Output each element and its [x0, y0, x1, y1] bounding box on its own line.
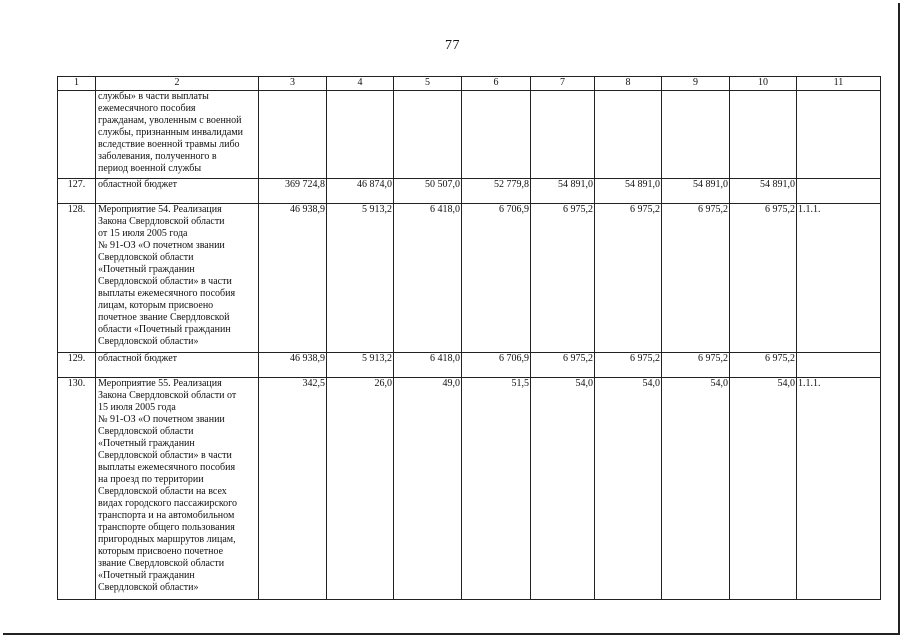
- table-row: [58, 204, 881, 353]
- reference-cell: [797, 179, 881, 204]
- header-cell: 6: [462, 77, 531, 91]
- budget-table: [57, 76, 881, 600]
- value-cell: 5 913,2: [327, 353, 394, 378]
- row-number: 127.: [58, 179, 96, 204]
- header-cell: 3: [259, 77, 327, 91]
- row-description: службы» в части выплаты ежемесячного пособия гражданам, уволенным с военной службы, признанным инвалидами вследствие военной травмы либо заболевания, полученного в период военной службы: [96, 91, 259, 179]
- value-cell: [327, 91, 394, 179]
- value-cell: 6 975,2: [662, 204, 730, 353]
- reference-cell: [797, 91, 881, 179]
- value-cell: 52 779,8: [462, 179, 531, 204]
- value-cell: 6 975,2: [595, 204, 662, 353]
- row-number: [58, 91, 96, 179]
- header-cell: 1: [58, 77, 96, 91]
- reference-cell: 1.1.1.: [797, 204, 881, 353]
- value-cell: [462, 91, 531, 179]
- value-cell: 342,5: [259, 378, 327, 600]
- header-cell: 4: [327, 77, 394, 91]
- value-cell: 46 874,0: [327, 179, 394, 204]
- value-cell: 6 975,2: [531, 204, 595, 353]
- value-cell: 46 938,9: [259, 353, 327, 378]
- value-cell: [531, 91, 595, 179]
- value-cell: 54,0: [662, 378, 730, 600]
- value-cell: 54 891,0: [662, 179, 730, 204]
- header-cell: 5: [394, 77, 462, 91]
- value-cell: 54,0: [531, 378, 595, 600]
- page-number: 77: [445, 38, 460, 53]
- header-cell: 9: [662, 77, 730, 91]
- table-row: [58, 179, 881, 204]
- reference-cell: [797, 353, 881, 378]
- value-cell: 6 975,2: [730, 204, 797, 353]
- row-description: Мероприятие 54. Реализация Закона Свердловской области от 15 июля 2005 года № 91-ОЗ «О почетном звании Свердловской области «Почетный гражданин Свердловской области» в части выплаты ежемесячного пособия лицам, которым присвоено почетное звание Свердловской области «Почетный гражданин Свердловской области»: [96, 204, 259, 353]
- value-cell: 50 507,0: [394, 179, 462, 204]
- row-number: 129.: [58, 353, 96, 378]
- value-cell: 46 938,9: [259, 204, 327, 353]
- value-cell: 26,0: [327, 378, 394, 600]
- value-cell: 6 706,9: [462, 353, 531, 378]
- value-cell: 54 891,0: [595, 179, 662, 204]
- value-cell: 54 891,0: [730, 179, 797, 204]
- value-cell: [259, 91, 327, 179]
- row-description: областной бюджет: [96, 179, 259, 204]
- value-cell: [394, 91, 462, 179]
- value-cell: [662, 91, 730, 179]
- header-cell: 11: [797, 77, 881, 91]
- reference-cell: 1.1.1.: [797, 378, 881, 600]
- header-cell: 8: [595, 77, 662, 91]
- value-cell: 6 418,0: [394, 353, 462, 378]
- value-cell: 6 975,2: [531, 353, 595, 378]
- value-cell: 6 706,9: [462, 204, 531, 353]
- table-row: [58, 378, 881, 600]
- header-cell: 2: [96, 77, 259, 91]
- row-number: 128.: [58, 204, 96, 353]
- value-cell: 54,0: [730, 378, 797, 600]
- value-cell: 6 418,0: [394, 204, 462, 353]
- row-number: 130.: [58, 378, 96, 600]
- value-cell: 6 975,2: [730, 353, 797, 378]
- value-cell: 49,0: [394, 378, 462, 600]
- value-cell: 51,5: [462, 378, 531, 600]
- row-description: областной бюджет: [96, 353, 259, 378]
- row-description: Мероприятие 55. Реализация Закона Свердловской области от 15 июля 2005 года № 91-ОЗ «О почетном звании Свердловской области «Почетный гражданин Свердловской области» в части выплаты ежемесячного пособия на проезд по территории Свердловской области на всех видах городского пассажирского транспорта и на автомобильном транспорте общего пользования пригородных маршрутов лицам, которым присвоено почетное звание Свердловской области «Почетный гражданин Свердловской области»: [96, 378, 259, 600]
- value-cell: 54 891,0: [531, 179, 595, 204]
- header-cell: 10: [730, 77, 797, 91]
- value-cell: [595, 91, 662, 179]
- value-cell: 54,0: [595, 378, 662, 600]
- value-cell: 369 724,8: [259, 179, 327, 204]
- header-row: [58, 77, 881, 91]
- value-cell: 5 913,2: [327, 204, 394, 353]
- value-cell: [730, 91, 797, 179]
- table-row: [58, 353, 881, 378]
- value-cell: 6 975,2: [595, 353, 662, 378]
- value-cell: 6 975,2: [662, 353, 730, 378]
- table-row: [58, 91, 881, 179]
- header-cell: 7: [531, 77, 595, 91]
